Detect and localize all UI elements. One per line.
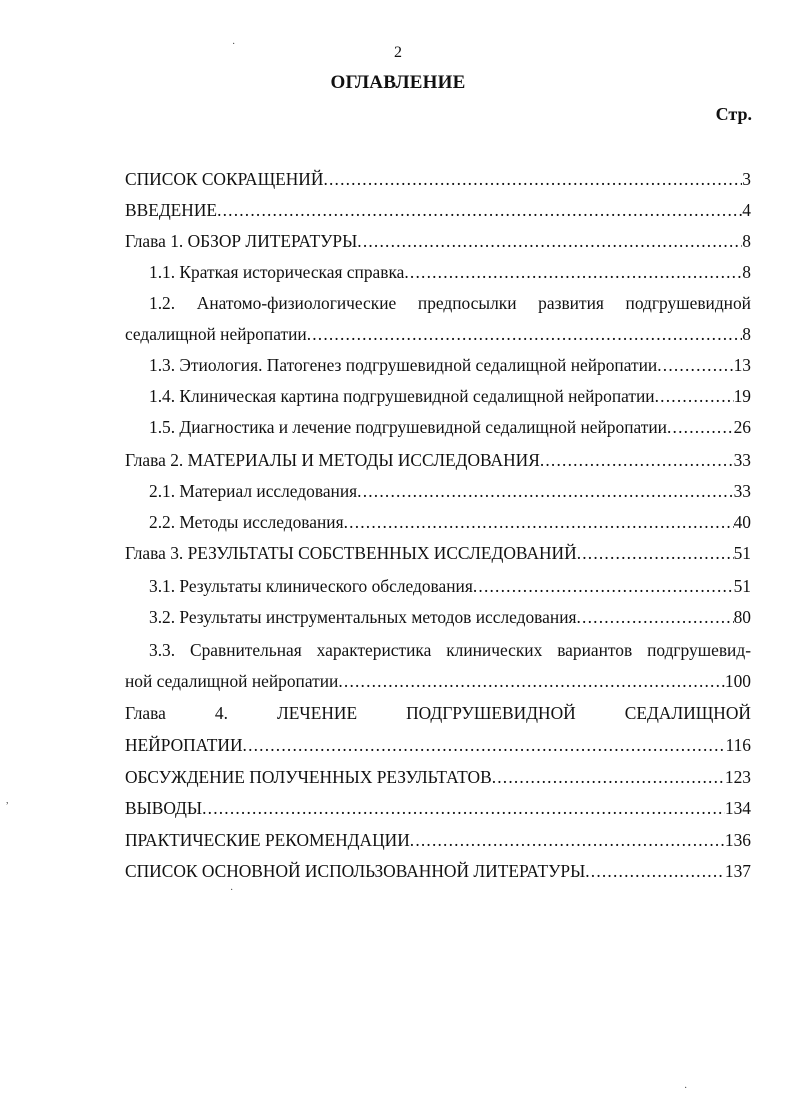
toc-entry-section-1-1[interactable] [149,259,751,285]
toc-entry-chapter-3[interactable] [125,540,751,566]
toc-word: ПОДГРУШЕВИДНОЙ [406,703,576,723]
toc-entry-page: 33 [733,481,751,501]
leader-dots [577,540,734,566]
toc-word: ЛЕЧЕНИЕ [276,703,358,723]
toc-entry-page: 136 [724,830,751,850]
leader-dots [655,383,734,409]
toc-entry-page: 123 [724,767,751,787]
leader-dots [357,228,742,254]
toc-entry-conclusions[interactable] [125,795,751,821]
leader-dots [217,197,742,223]
toc-entry-title: 1.3. Этиология. Патогенез подгрушевидной седалищной нейропатии [149,355,658,375]
toc-entry-title: ВВЕДЕНИЕ [125,200,218,220]
toc-entry-abbreviations[interactable] [125,166,751,192]
leader-dots [473,573,734,599]
leader-dots [492,764,725,790]
toc-entry-page: 137 [724,861,751,881]
toc-entry-recommendations[interactable] [125,827,751,853]
toc-entry-chapter-1[interactable] [125,228,751,254]
leader-dots [344,509,734,535]
scan-speck: · [230,885,234,896]
leader-dots [585,858,725,884]
page-title: ОГЛАВЛЕНИЕ [330,72,466,93]
toc-entry-references[interactable] [125,858,751,884]
toc-entry-title: Глава 2. МАТЕРИАЛЫ И МЕТОДЫ ИССЛЕДОВАНИЯ [125,450,540,470]
toc-word: СЕДАЛИЩНОЙ [624,703,751,723]
toc-entry-section-1-2-line1[interactable]: 1.2. Анатомо-физиологические предпосылки развития подгрушевидной [149,293,751,313]
toc-entry-section-3-1[interactable] [149,573,751,599]
scan-speck: , [6,795,9,806]
toc-entry-section-1-3[interactable] [149,352,751,378]
leader-dots [657,352,733,378]
toc-entry-discussion[interactable] [125,764,751,790]
toc-entry-title: СПИСОК СОКРАЩЕНИЙ [125,169,324,189]
leader-dots [667,414,734,440]
toc-entry-page: 19 [733,386,751,406]
toc-entry-title: 1.4. Клиническая картина подгрушевидной седалищной нейропатии [149,386,655,406]
toc-entry-section-3-2[interactable] [149,604,751,630]
page-number: 2 [394,44,402,61]
toc-entry-chapter-4-line1[interactable] [125,700,751,726]
toc-entry-page: 3 [742,169,751,189]
toc-entry-title: НЕЙРОПАТИИ [125,735,243,755]
toc-entry-chapter-2[interactable] [125,447,751,473]
toc-entry-section-3-3[interactable] [125,668,751,694]
leader-dots [540,447,734,473]
leader-dots [243,732,726,758]
scan-speck: · [684,1083,688,1094]
toc-entry-page: 8 [742,324,751,344]
leader-dots [357,478,733,504]
toc-entry-title: Глава 1. ОБЗОР ЛИТЕРАТУРЫ [125,231,358,251]
toc-entry-chapter-4[interactable] [125,732,751,758]
leader-dots [338,668,725,694]
toc-entry-introduction[interactable] [125,197,751,223]
toc-entry-section-1-2[interactable] [125,321,751,347]
toc-entry-page: 100 [724,671,751,691]
toc-entry-page: 4 [742,200,751,220]
toc-entry-title: ВЫВОДЫ [125,798,203,818]
leader-dots [323,166,742,192]
toc-entry-section-1-5[interactable] [149,414,751,440]
toc-entry-title: 2.2. Методы исследования [149,512,344,532]
toc-entry-page: 51 [733,543,751,563]
toc-entry-section-2-2[interactable] [149,509,751,535]
toc-word: Глава [125,703,166,723]
toc-entry-title: Глава 3. РЕЗУЛЬТАТЫ СОБСТВЕННЫХ ИССЛЕДОВАНИЙ [125,543,577,563]
toc-entry-page: 26 [733,417,751,437]
leader-dots [307,321,743,347]
toc-entry-title: 3.2. Результаты инструментальных методов исследования [149,607,577,627]
toc-entry-page: 8 [742,231,751,251]
toc-entry-page: 116 [725,735,751,755]
toc-entry-page: 8 [742,262,751,282]
toc-entry-title: СПИСОК ОСНОВНОЙ ИСПОЛЬЗОВАННОЙ ЛИТЕРАТУРЫ [125,861,586,881]
page-column-label: Стр. [715,104,752,124]
toc-entry-title: 1.5. Диагностика и лечение подгрушевидной седалищной нейропатии [149,417,667,437]
toc-entry-section-2-1[interactable] [149,478,751,504]
toc-entry-title: 1.1. Краткая историческая справка [149,262,405,282]
toc-entry-page: 134 [724,798,751,818]
toc-entry-title: седалищной нейропатии [125,324,307,344]
toc-entry-title: ПРАКТИЧЕСКИЕ РЕКОМЕНДАЦИИ [125,830,410,850]
leader-dots [410,827,725,853]
toc-entry-page: 80 [733,607,751,627]
toc-entry-title: 2.1. Материал исследования [149,481,358,501]
toc-entry-title: ной седалищной нейропатии [125,671,339,691]
toc-entry-page: 33 [733,450,751,470]
toc-entry-section-1-4[interactable] [149,383,751,409]
toc-entry-page: 51 [733,576,751,596]
toc-entry-page: 13 [733,355,751,375]
toc-entry-title: 3.1. Результаты клинического обследования [149,576,473,596]
toc-entry-title: ОБСУЖДЕНИЕ ПОЛУЧЕННЫХ РЕЗУЛЬТАТОВ [125,767,492,787]
leader-dots [404,259,742,285]
toc-entry-page: 40 [733,512,751,532]
scan-speck: · [232,39,236,50]
toc-word: 4. [214,703,228,723]
leader-dots [202,795,725,821]
leader-dots [577,604,734,630]
toc-entry-section-3-3-line1[interactable]: 3.3. Сравнительная характеристика клинических вариантов подгрушевид- [149,640,751,660]
